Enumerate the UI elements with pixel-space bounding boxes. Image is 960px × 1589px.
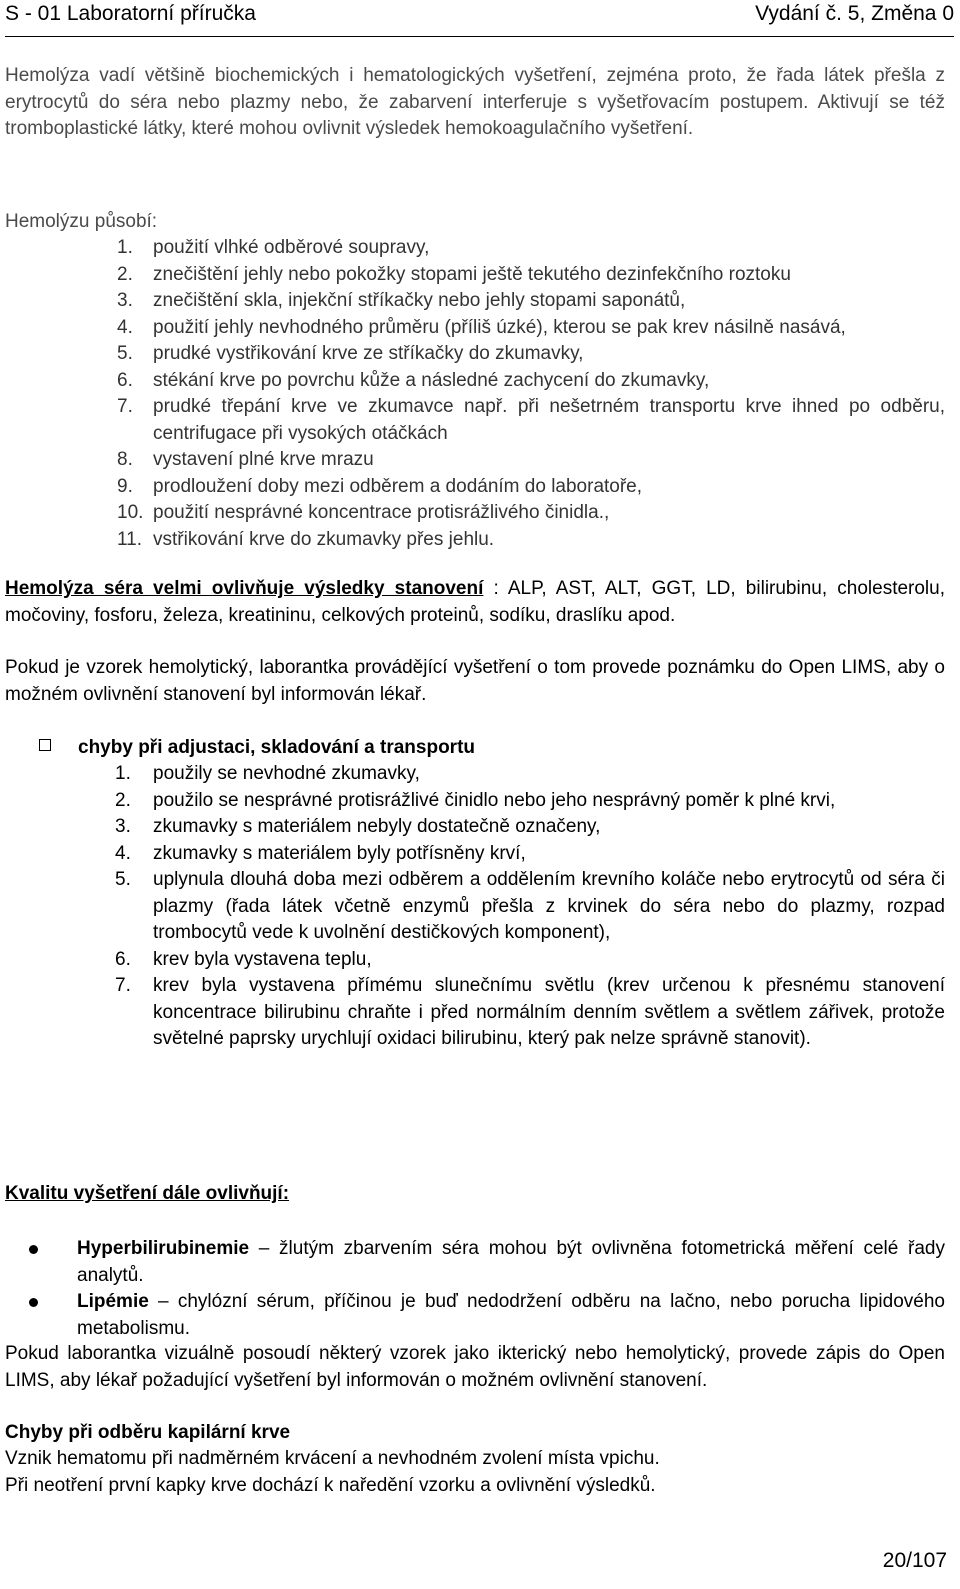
page-number: 20/107 [882, 1549, 947, 1572]
list-item-number: 2. [115, 789, 131, 811]
influence-text: : ALP, AST, ALT, GGT, LD, bilirubinu, cholesterolu, močoviny, fosforu, železa, kreatininu, celkových proteinů, sodíku, draslíku apod. [5, 578, 945, 626]
list-item [5, 235, 945, 262]
list-item-number: 5. [115, 869, 131, 890]
list-item-text: uplynula dlouhá doba mezi odběrem a oddělením krevního koláče nebo erytrocytů od séra či plazmy (řada látek včetně enzymů přešla z krvinek do séra nebo do plazmy, rozpad trombocytů vede k uvolnění destičkových komponent), [153, 869, 945, 943]
list-item-text: vstřikování krve do zkumavky přes jehlu. [153, 528, 495, 550]
intro-paragraph: Hemolýza vadí většině biochemických i hematologických vyšetření, zejména proto, že řada látek přešla z erytrocytů do séra nebo plazmy nebo, že zabarvení interferuje s vyšetřovacím postupem. Aktivují se též tromboplastické látky, které mohou ovlivnit výsledek hemokoagulačního vyšetření. [5, 65, 945, 139]
list-item-text: zkumavky s materiálem byly potřísněny krví, [153, 842, 526, 864]
errors-heading: chyby při adjustaci, skladování a transportu [78, 737, 476, 758]
quality-item [40, 1289, 945, 1342]
list-item-number: 6. [117, 369, 133, 391]
list-item [5, 527, 945, 554]
list-item-number: 2. [117, 263, 133, 285]
list-item-number: 7. [115, 975, 131, 996]
quality-item [40, 1236, 945, 1289]
hemolysis-causes-list [5, 235, 945, 553]
list-item [5, 262, 945, 289]
errors-list [5, 761, 945, 1053]
capillary-lines [5, 1446, 945, 1499]
list-item-text: použití vlhké odběrové soupravy, [153, 237, 430, 258]
list-item-number: 5. [117, 343, 133, 364]
list-item-number: 11. [117, 528, 143, 550]
list-item-text: prudké třepání krve ve zkumavce např. při nešetrném transportu krve ihned po odběru, centrifugace při vysokých otáčkách [153, 396, 945, 444]
list-item [5, 315, 945, 342]
list-item [5, 447, 945, 474]
list-item-text: použilo se nesprávné protisrážlivé činidlo nebo jeho nesprávný poměr k plné krvi, [153, 789, 836, 811]
quality-text: – žlutým zbarvením séra mohou být ovlivněna fotometrická měření celé řady analytů. [77, 1238, 945, 1286]
list-item [5, 761, 945, 788]
list-item [5, 947, 945, 974]
bullet-icon [29, 1298, 38, 1307]
quality-term: Lipémie [77, 1291, 149, 1312]
checkbox-bullet-icon [39, 739, 51, 751]
influence-heading: Hemolýza séra velmi ovlivňuje výsledky stanovení [5, 578, 484, 599]
header-title: S - 01 Laboratorní příručka [5, 2, 256, 25]
list-item [5, 973, 945, 1053]
list-item [5, 500, 945, 527]
influence-paragraph [5, 576, 945, 629]
quality-text: – chylózní sérum, příčinou je buď nedodržení odběru na lačno, nebo porucha lipidového metabolismu. [77, 1291, 945, 1339]
hemolytic-note: Pokud je vzorek hemolytický, laborantka provádějící vyšetření o tom provede poznámku do Open LIMS, aby o možném ovlivnění stanovení byl informován lékař. [5, 657, 945, 705]
list-item [5, 341, 945, 368]
capillary-heading: Chyby při odběru kapilární krve [5, 1422, 291, 1443]
list-item-number: 4. [115, 842, 131, 864]
list-item [5, 814, 945, 841]
list-item [5, 867, 945, 947]
hemolysis-heading: Hemolýzu působí: [5, 211, 158, 232]
list-item-text: použití nesprávné koncentrace protisrážlivého činidla., [153, 502, 610, 523]
list-item-number: 1. [117, 237, 133, 258]
list-item-number: 3. [115, 816, 131, 837]
header-edition: Vydání č. 5, Změna 0 [755, 2, 954, 25]
list-item-text: prodloužení doby mezi odběrem a dodáním do laboratoře, [153, 475, 643, 497]
errors-section [5, 735, 945, 762]
list-item-text: stékání krve po povrchu kůže a následné zachycení do zkumavky, [153, 369, 710, 391]
list-item-text: krev byla vystavena teplu, [153, 948, 372, 970]
list-item-text: prudké vystřikování krve ze stříkačky do zkumavky, [153, 343, 584, 364]
list-item-text: znečištění jehly nebo pokožky stopami ještě tekutého dezinfekčního roztoku [153, 263, 791, 285]
visual-note: Pokud laborantka vizuálně posoudí některý vzorek jako ikterický nebo hemolytický, provede zápis do Open LIMS, aby lékař požadující vyšetření byl informován o možném ovlivnění stanovení. [5, 1343, 945, 1391]
list-item-number: 8. [117, 449, 133, 470]
list-item-number: 1. [115, 763, 131, 784]
list-item-number: 3. [117, 290, 133, 311]
list-item [5, 841, 945, 868]
quality-heading: Kvalitu vyšetření dále ovlivňují: [5, 1183, 290, 1204]
list-item-number: 6. [115, 948, 131, 970]
page-header [5, 0, 954, 37]
bullet-icon [29, 1245, 38, 1254]
quality-heading-wrap [5, 1181, 945, 1208]
list-item-text: vystavení plné krve mrazu [153, 449, 374, 470]
list-item [5, 394, 945, 447]
list-item-text: použití jehly nevhodného průměru (příliš úzké), kterou se pak krev násilně nasává, [153, 316, 846, 338]
list-item [5, 288, 945, 315]
list-item-number: 10. [117, 502, 144, 523]
list-item-number: 4. [117, 316, 133, 338]
list-item-text: znečištění skla, injekční stříkačky nebo jehly stopami saponátů, [153, 290, 686, 311]
list-item-text: použily se nevhodné zkumavky, [153, 763, 420, 784]
list-item [5, 788, 945, 815]
list-item [5, 368, 945, 395]
capillary-heading-wrap [5, 1420, 945, 1447]
quality-term: Hyperbilirubinemie [77, 1238, 250, 1259]
list-item-text: krev byla vystavena přímému slunečnímu světlu (krev určenou k přesnému stanovení koncentrace bilirubinu chraňte i před normálním denním světlem a světlem zářivek, protože světelné paprsky urychlují oxidaci bilirubinu, který pak nelze správně stanovit). [153, 975, 945, 1049]
capillary-line: Vznik hematomu při nadměrném krvácení a nevhodném zvolení místa vpichu. [5, 1448, 660, 1469]
list-item-number: 7. [117, 396, 133, 417]
quality-list [5, 1236, 945, 1342]
capillary-line: Při neotření první kapky krve dochází k naředění vzorku a ovlivnění výsledků. [5, 1474, 656, 1496]
list-item-text: zkumavky s materiálem nebyly dostatečně označeny, [153, 816, 601, 837]
list-item-number: 9. [117, 475, 133, 497]
list-item [5, 474, 945, 501]
